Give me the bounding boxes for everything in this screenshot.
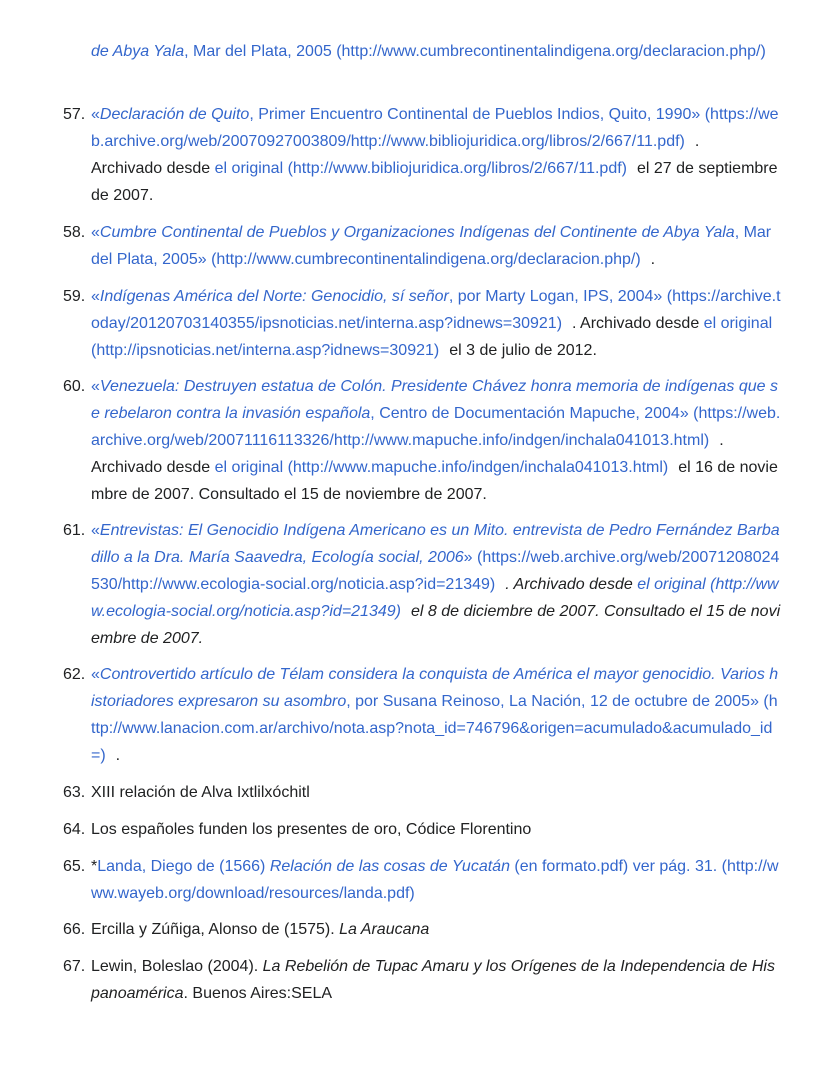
reference-number: 61. — [63, 522, 86, 539]
reference-67: 67. Lewin, Boleslao (2004). La Rebelión de Tupac Amaru y los Orígenes de la Independencia de Hispanoamérica. Buenos Aires:SELA — [91, 953, 781, 1007]
reference-57-link[interactable]: «Declaración de Quito, Primer Encuentro Continental de Pueblos Indios, Quito, 1990» (https://web.archive.org/web/20070927003809/http://www.bibliojuridica.org/libros/2/667/11.pdf) — [91, 106, 779, 150]
reference-58-link[interactable]: «Cumbre Continental de Pueblos y Organizaciones Indígenas del Continente de Abya Yala, Mar del Plata, 2005» (http://www.cumbrecontinentalindigena.org/declaracion.php/) — [91, 224, 772, 268]
reference-58: 58. «Cumbre Continental de Pueblos y Organizaciones Indígenas del Continente de Abya Yala, Mar del Plata, 2005» (http://www.cumbrecontinentalindigena.org/declaracion.php/) . — [91, 219, 781, 273]
reference-number: 63. — [63, 784, 86, 801]
reference-56-continuation — [91, 38, 781, 65]
reference-63: 63. XIII relación de Alva Ixtlilxóchitl — [91, 779, 781, 806]
reference-62: 62. «Controvertido artículo de Télam considera la conquista de América el mayor genocidio. Varios historiadores expresaron su asombro, por Susana Reinoso, La Nación, 12 de octubre de 2005» (http://www.lanacion.com.ar/archivo/nota.asp?nota_id=746796&origen=acumulado&acumulado_id=) . — [91, 661, 781, 769]
reference-65: 65. *Landa, Diego de (1566) Relación de las cosas de Yucatán (en formato.pdf) ver pág. 31. (http://www.wayeb.org/download/resources/landa.pdf) — [91, 853, 781, 907]
reference-number: 67. — [63, 958, 86, 975]
reference-number: 57. — [63, 106, 86, 123]
reference-64: 64. Los españoles funden los presentes de oro, Códice Florentino — [91, 816, 781, 843]
reference-57: 57. «Declaración de Quito, Primer Encuentro Continental de Pueblos Indios, Quito, 1990» (https://web.archive.org/web/20070927003809/http://www.bibliojuridica.org/libros/2/667/11.pdf) . Archivado desde el original (http://www.bibliojuridica.org/libros/2/667/11.pdf) el 27 de septiembre de 2007. — [91, 101, 781, 209]
original-link[interactable]: el original (http://www.ecologia-social.org/noticia.asp?id=21349) — [91, 576, 779, 620]
reference-59-link[interactable]: «Indígenas América del Norte: Genocidio, sí señor, por Marty Logan, IPS, 2004» (https://archive.today/20120703140355/ipsnoticias.net/interna.asp?idnews=30921) — [91, 288, 781, 332]
reference-56-link[interactable]: de Abya Yala, Mar del Plata, 2005 (http://www.cumbrecontinentalindigena.org/declaracion.php/) — [91, 43, 766, 60]
reference-number: 66. — [63, 921, 86, 938]
reference-60-link[interactable]: «Venezuela: Destruyen estatua de Colón. Presidente Chávez honra memoria de indígenas que se rebelaron contra la invasión española, Centro de Documentación Mapuche, 2004» (https://web.archive.org/web/20071116113326/http://www.mapuche.info/indgen/inchala041013.html) — [91, 378, 781, 449]
reference-59: 59. «Indígenas América del Norte: Genocidio, sí señor, por Marty Logan, IPS, 2004» (https://archive.today/20120703140355/ipsnoticias.net/interna.asp?idnews=30921) . Archivado desde el original (http://ipsnoticias.net/interna.asp?idnews=30921) el 3 de julio de 2012. — [91, 283, 781, 364]
reference-60: 60. «Venezuela: Destruyen estatua de Colón. Presidente Chávez honra memoria de indígenas que se rebelaron contra la invasión española, Centro de Documentación Mapuche, 2004» (https://web.archive.org/web/20071116113326/http://www.mapuche.info/indgen/inchala041013.html) . Archivado desde el original (http://www.mapuche.info/indgen/inchala041013.html) el 16 de noviembre de 2007. Consultado el 15 de noviembre de 2007. — [91, 373, 781, 508]
reference-number: 58. — [63, 224, 86, 241]
original-link[interactable]: el original (http://ipsnoticias.net/interna.asp?idnews=30921) — [91, 315, 773, 359]
original-link[interactable]: el original (http://www.mapuche.info/indgen/inchala041013.html) — [214, 459, 669, 476]
reference-number: 60. — [63, 378, 86, 395]
reference-61: 61. «Entrevistas: El Genocidio Indígena Americano es un Mito. entrevista de Pedro Fernández Barbadillo a la Dra. María Saavedra, Ecología social, 2006» (https://web.archive.org/web/20071208024530/http://www.ecologia-social.org/noticia.asp?id=21349) . Archivado desde el original (http://www.ecologia-social.org/noticia.asp?id=21349) el 8 de diciembre de 2007. Consultado el 15 de noviembre de 2007. — [91, 517, 781, 652]
reference-61-link[interactable]: «Entrevistas: El Genocidio Indígena Americano es un Mito. entrevista de Pedro Fernández Barbadillo a la Dra. María Saavedra, Ecología social, 2006» (https://web.archive.org/web/20071208024530/http://www.ecologia-social.org/noticia.asp?id=21349) — [91, 522, 780, 593]
reference-number: 64. — [63, 821, 86, 838]
reference-number: 62. — [63, 666, 86, 683]
reference-66: 66. Ercilla y Zúñiga, Alonso de (1575). La Araucana — [91, 916, 781, 943]
reference-65-link[interactable]: Landa, Diego de (1566) Relación de las cosas de Yucatán (en formato.pdf) ver pág. 31. (http://www.wayeb.org/download/resources/landa.pdf) — [91, 858, 779, 902]
reference-number: 59. — [63, 288, 86, 305]
reference-62-link[interactable]: «Controvertido artículo de Télam considera la conquista de América el mayor genocidio. Varios historiadores expresaron su asombro, por Susana Reinoso, La Nación, 12 de octubre de 2005» (http://www.lanacion.com.ar/archivo/nota.asp?nota_id=746796&origen=acumulado&acumulado_id=) — [91, 666, 779, 764]
original-link[interactable]: el original (http://www.bibliojuridica.org/libros/2/667/11.pdf) — [214, 160, 627, 177]
reference-number: 65. — [63, 858, 86, 875]
